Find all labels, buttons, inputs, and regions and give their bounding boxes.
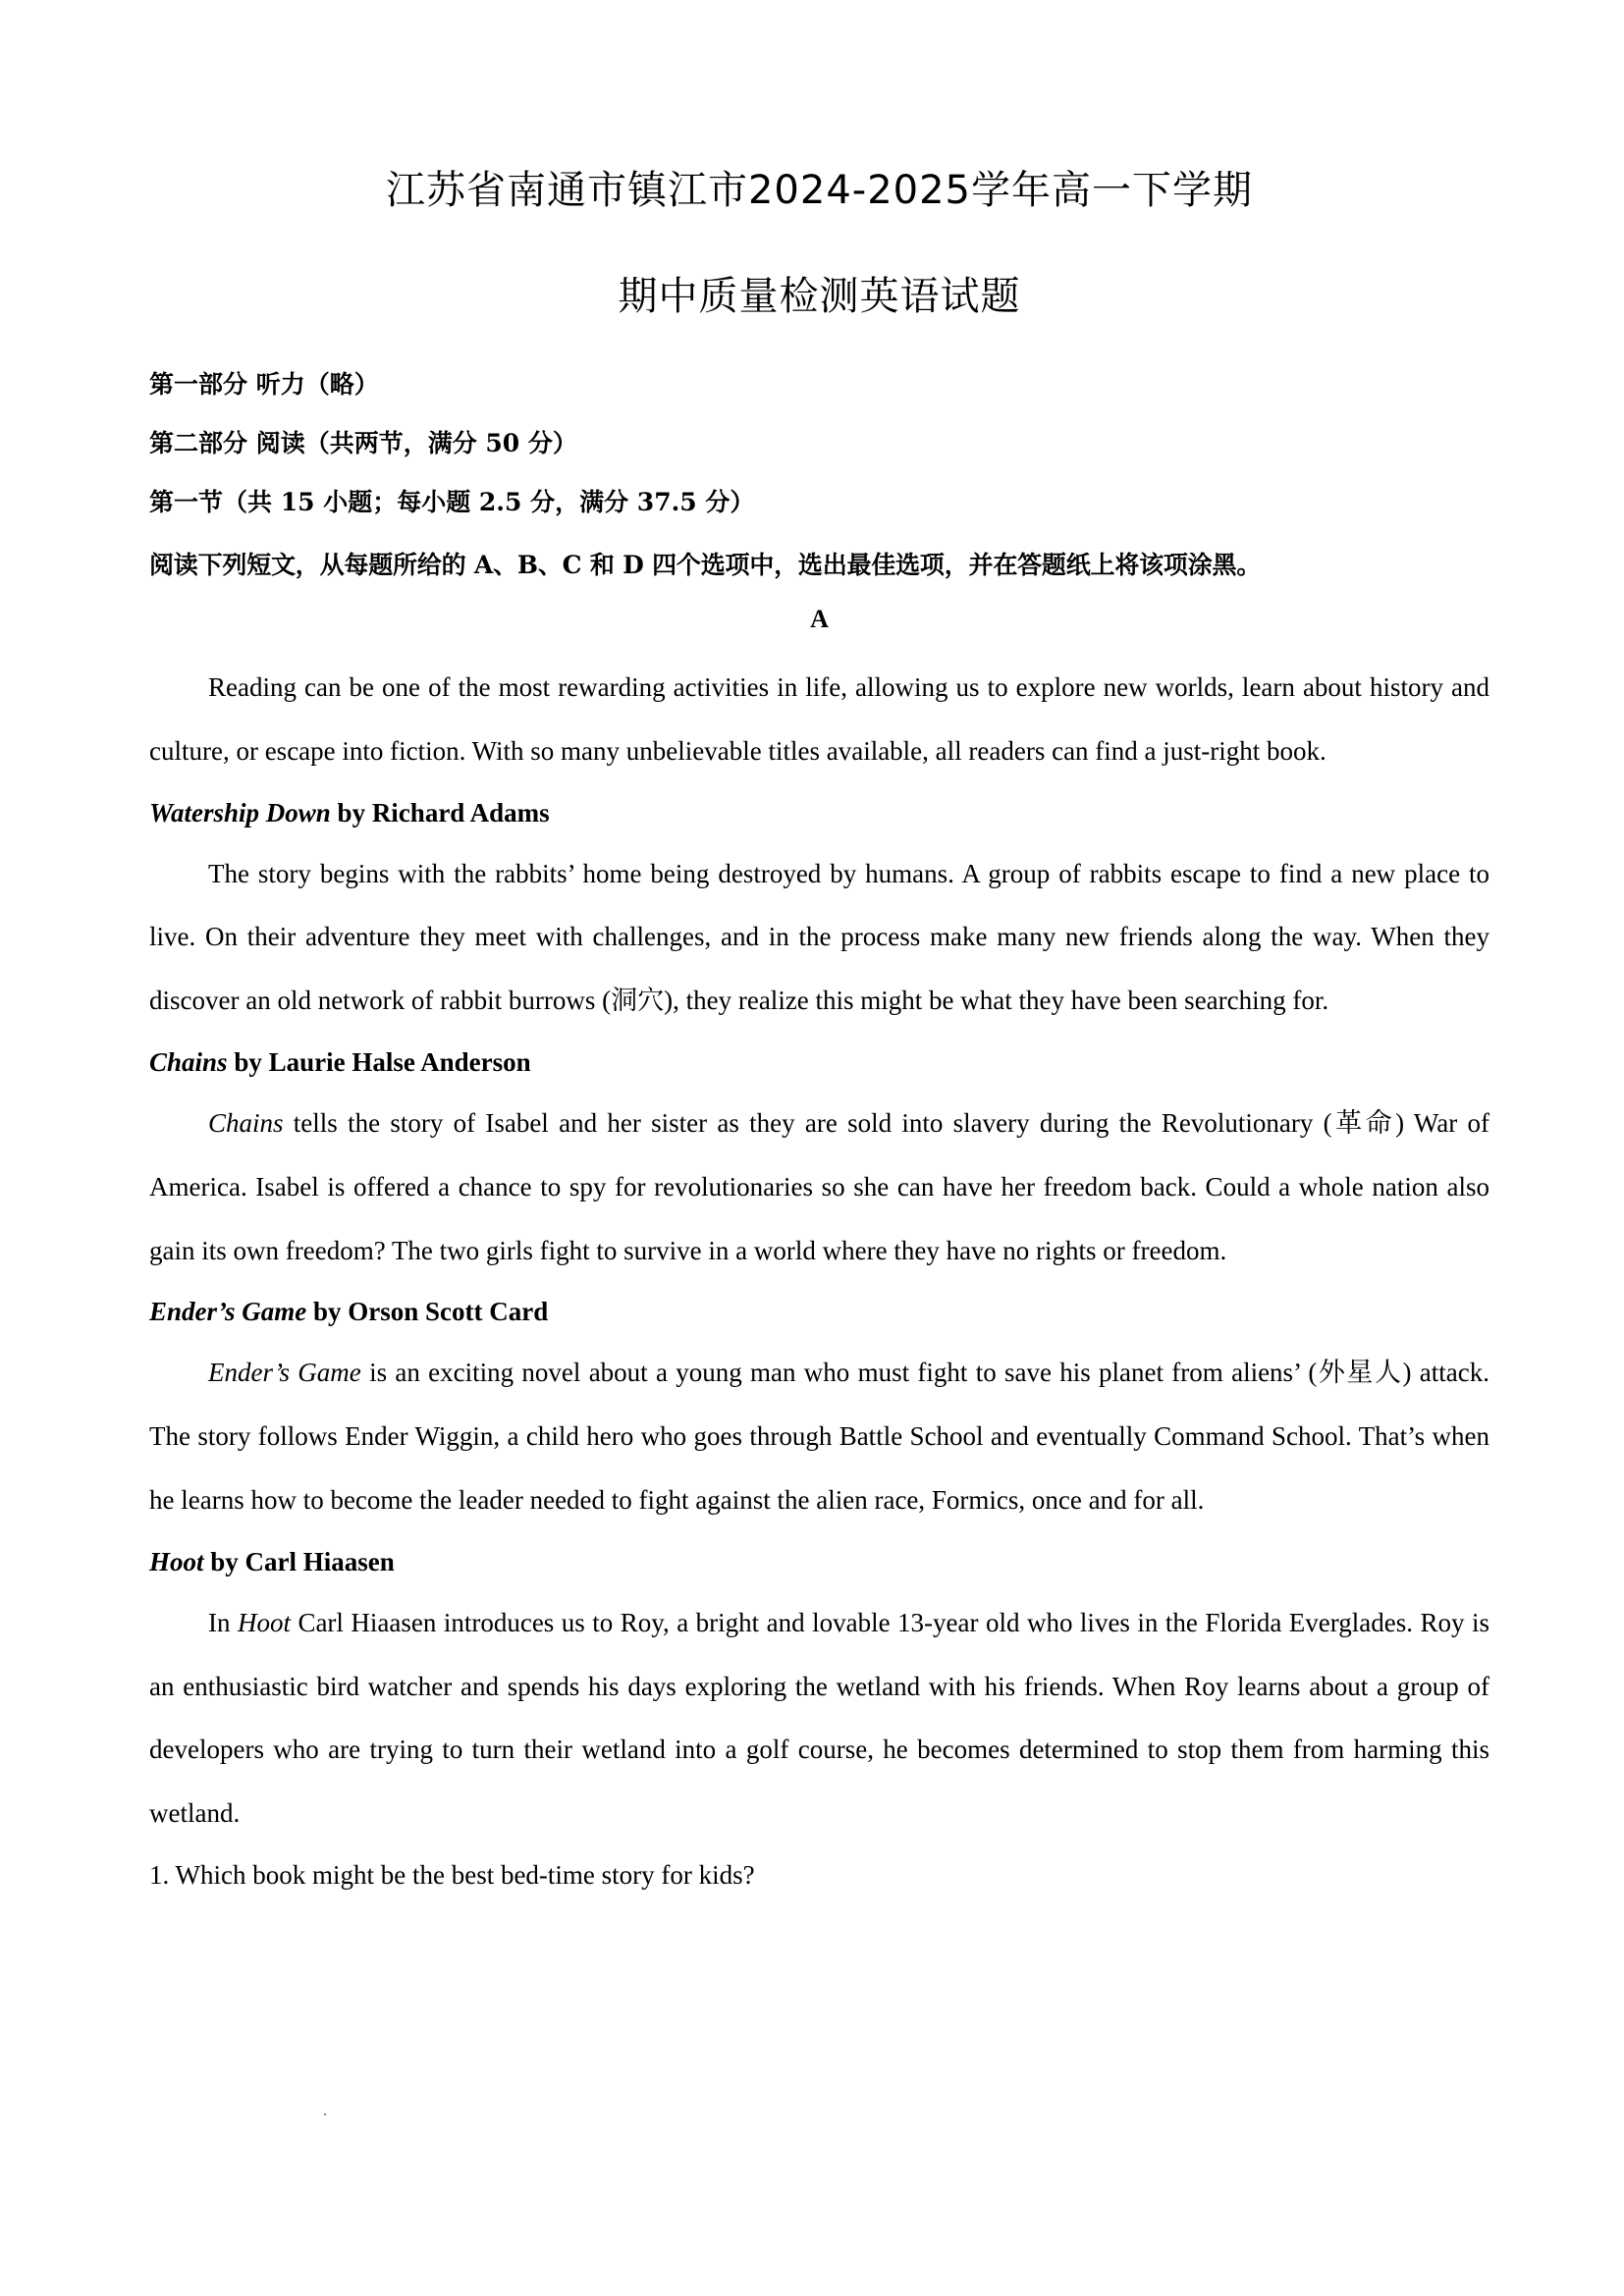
book-title: Ender’s Game — [149, 1297, 307, 1327]
book-title: Chains — [149, 1046, 228, 1077]
book-title-inline: Ender’s Game — [208, 1358, 361, 1388]
book-paragraph-chains — [149, 1092, 1489, 1282]
book-heading-chains — [149, 1033, 1489, 1092]
book-author: by Orson Scott Card — [306, 1297, 549, 1327]
book-title: Watership Down — [149, 797, 331, 828]
book-author: by Richard Adams — [330, 797, 550, 828]
question-number: 1. — [149, 1859, 170, 1890]
question-1 — [149, 1845, 1489, 1904]
passage-body — [149, 656, 1489, 1904]
book-heading-hoot — [149, 1532, 1489, 1591]
part2-heading: 第二部分 阅读（共两节，满分 50 分） — [149, 429, 577, 457]
book-text: Carl Hiaasen introduces us to Roy, a bright and lovable 13-year old who lives in the Florida Everglades. Roy is an enthusiastic bird watcher and spends his days exploring the wetland with his friends. When Roy learns about a group of developers who are trying to turn their wetland into a golf course, he becomes determined to stop them from harming this wetland. — [149, 1607, 1489, 1829]
section1-heading: 第一节（共 15 小题；每小题 2.5 分，满分 37.5 分） — [149, 488, 755, 516]
book-text: tells the story of Isabel and her sister as they are sold into slavery during the Revolutionary (革命) War of America. Isabel is offered a chance to spy for revolutionaries so she can have her freedom back. Could a whole nation also gain its own freedom? The two girls fight to survive in a world where they have no rights or freedom. — [149, 1107, 1489, 1265]
book-title-inline: Chains — [208, 1107, 284, 1138]
question-text: Which book might be the best bed-time story for kids? — [169, 1859, 755, 1890]
book-title: Hoot — [149, 1546, 204, 1576]
book-paragraph-enders-game — [149, 1341, 1489, 1531]
part1-heading: 第一部分 听力（略） — [149, 370, 379, 399]
book-text-lead: In — [208, 1607, 238, 1637]
instruction-text: 阅读下列短文，从每题所给的 A、B、C 和 D 四个选项中，选出最佳选项，并在答题纸上将该项涂黑。 — [149, 551, 1262, 579]
stray-mark — [324, 2113, 326, 2115]
book-paragraph-hoot — [149, 1591, 1489, 1845]
passage-label: A — [810, 605, 829, 633]
book-text: is an exciting novel about a young man who must fight to save his planet from aliens’ (外星人) attack. The story follows Ender Wiggin, a child hero who goes through Battle School and eventually Command School. That’s when he learns how to become the leader needed to fight against the alien race, Formics, once and for all. — [149, 1358, 1489, 1515]
exam-title-line1: 江苏省南通市镇江市2024-2025学年高一下学期 — [385, 168, 1254, 213]
book-text: The story begins with the rabbits’ home being destroyed by humans. A group of rabbits escape to find a new place to live. On their adventure they meet with challenges, and in the process make many new friends along the way. When they discover an old network of rabbit burrows (洞穴), they realize this might be what they have been searching for. — [149, 858, 1489, 1016]
exam-title-line2: 期中质量检测英语试题 — [618, 274, 1021, 319]
book-paragraph-watership-down — [149, 842, 1489, 1033]
intro-paragraph: Reading can be one of the most rewarding activities in life, allowing us to explore new worlds, learn about history and culture, or escape into fiction. With so many unbelievable titles available, all readers can find a just-right book. — [149, 672, 1489, 766]
book-author: by Laurie Halse Anderson — [227, 1046, 531, 1077]
book-title-inline: Hoot — [237, 1607, 291, 1637]
book-heading-enders-game — [149, 1282, 1489, 1341]
book-author: by Carl Hiaasen — [203, 1546, 395, 1576]
book-heading-watership-down — [149, 783, 1489, 842]
